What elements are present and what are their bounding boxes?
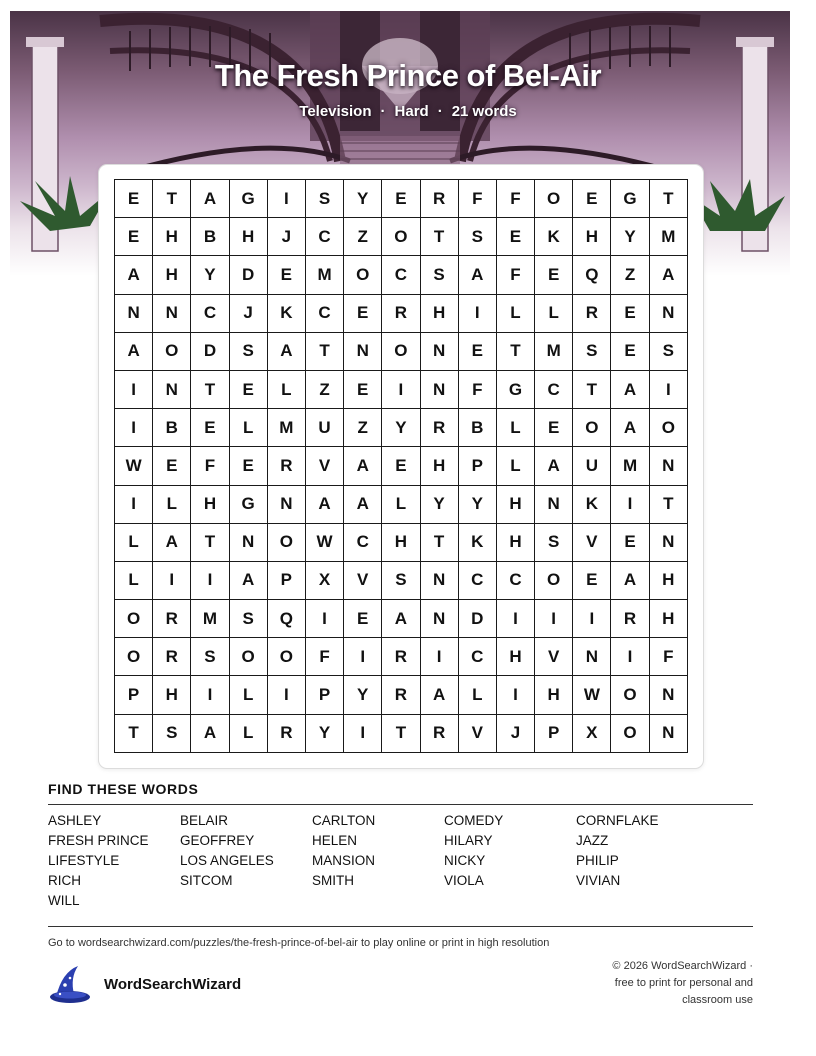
grid-cell[interactable]: K: [267, 294, 305, 332]
grid-cell[interactable]: E: [611, 332, 649, 370]
grid-cell[interactable]: I: [267, 676, 305, 714]
grid-cell[interactable]: F: [496, 256, 534, 294]
grid-cell[interactable]: R: [420, 180, 458, 218]
grid-cell[interactable]: E: [573, 561, 611, 599]
grid-cell[interactable]: A: [611, 370, 649, 408]
grid-cell[interactable]: A: [611, 409, 649, 447]
grid-cell[interactable]: M: [535, 332, 573, 370]
puzzle-meta: [0, 103, 816, 120]
word-list-item: LOS ANGELES: [180, 853, 274, 868]
grid-cell[interactable]: I: [420, 638, 458, 676]
grid-row: [115, 638, 688, 676]
grid-cell[interactable]: P: [458, 447, 496, 485]
grid-cell[interactable]: N: [267, 485, 305, 523]
grid-cell[interactable]: S: [153, 714, 191, 752]
grid-cell[interactable]: V: [535, 638, 573, 676]
wizard-hat-icon: [48, 964, 92, 1004]
grid-cell[interactable]: F: [305, 638, 343, 676]
grid-cell[interactable]: O: [535, 180, 573, 218]
word-list-item: HILARY: [444, 833, 493, 848]
grid-cell[interactable]: M: [191, 600, 229, 638]
grid-cell[interactable]: T: [649, 180, 687, 218]
grid-cell[interactable]: N: [420, 370, 458, 408]
grid-cell[interactable]: K: [458, 523, 496, 561]
grid-cell[interactable]: G: [229, 485, 267, 523]
grid-cell[interactable]: D: [229, 256, 267, 294]
grid-row: [115, 332, 688, 370]
grid-cell[interactable]: N: [649, 523, 687, 561]
grid-cell[interactable]: I: [496, 600, 534, 638]
grid-cell[interactable]: C: [305, 294, 343, 332]
grid-row: [115, 600, 688, 638]
grid-cell[interactable]: E: [382, 180, 420, 218]
grid-cell[interactable]: L: [382, 485, 420, 523]
grid-cell[interactable]: J: [229, 294, 267, 332]
grid-row: [115, 218, 688, 256]
grid-cell[interactable]: E: [611, 523, 649, 561]
grid-cell[interactable]: N: [344, 332, 382, 370]
grid-cell[interactable]: F: [191, 447, 229, 485]
grid-cell[interactable]: L: [115, 561, 153, 599]
grid-cell[interactable]: R: [382, 294, 420, 332]
grid-cell[interactable]: L: [496, 409, 534, 447]
grid-cell[interactable]: H: [420, 294, 458, 332]
grid-cell[interactable]: C: [382, 256, 420, 294]
grid-cell[interactable]: N: [649, 714, 687, 752]
grid-row: [115, 523, 688, 561]
grid-cell[interactable]: A: [229, 561, 267, 599]
grid-cell[interactable]: K: [535, 218, 573, 256]
grid-cell[interactable]: E: [382, 447, 420, 485]
grid-cell[interactable]: S: [382, 561, 420, 599]
grid-cell[interactable]: E: [153, 447, 191, 485]
grid-row: [115, 714, 688, 752]
word-count-label: 21 words: [451, 103, 517, 120]
grid-cell[interactable]: Y: [344, 676, 382, 714]
grid-cell[interactable]: I: [115, 485, 153, 523]
grid-cell[interactable]: O: [115, 600, 153, 638]
grid-cell[interactable]: S: [649, 332, 687, 370]
grid-cell[interactable]: O: [344, 256, 382, 294]
grid-cell[interactable]: A: [458, 256, 496, 294]
grid-cell[interactable]: R: [153, 600, 191, 638]
grid-cell[interactable]: E: [458, 332, 496, 370]
letter-grid: [114, 179, 688, 753]
grid-cell[interactable]: P: [305, 676, 343, 714]
grid-cell[interactable]: T: [153, 180, 191, 218]
grid-cell[interactable]: C: [191, 294, 229, 332]
grid-row: [115, 485, 688, 523]
grid-cell[interactable]: A: [382, 600, 420, 638]
grid-cell[interactable]: N: [573, 638, 611, 676]
grid-cell[interactable]: H: [191, 485, 229, 523]
grid-cell[interactable]: N: [420, 332, 458, 370]
word-list-item: BELAIR: [180, 813, 229, 828]
copyright-line: classroom use: [682, 994, 753, 1006]
grid-cell[interactable]: I: [115, 370, 153, 408]
grid-cell[interactable]: N: [649, 294, 687, 332]
grid-cell[interactable]: E: [229, 447, 267, 485]
grid-row: [115, 409, 688, 447]
grid-cell[interactable]: G: [229, 180, 267, 218]
grid-cell[interactable]: R: [267, 447, 305, 485]
category-label: Television: [299, 103, 372, 120]
grid-row: [115, 294, 688, 332]
grid-cell[interactable]: I: [458, 294, 496, 332]
grid-cell[interactable]: A: [153, 523, 191, 561]
grid-cell[interactable]: I: [496, 676, 534, 714]
grid-cell[interactable]: M: [267, 409, 305, 447]
grid-cell[interactable]: S: [229, 600, 267, 638]
grid-cell[interactable]: I: [305, 600, 343, 638]
word-list-item: CORNFLAKE: [576, 813, 659, 828]
puzzle-url-text: Go to wordsearchwizard.com/puzzles/the-fresh-prince-of-bel-air to play online or print in high resolution: [48, 937, 550, 949]
grid-cell[interactable]: C: [496, 561, 534, 599]
grid-cell[interactable]: E: [229, 370, 267, 408]
grid-cell[interactable]: I: [382, 370, 420, 408]
grid-cell[interactable]: P: [267, 561, 305, 599]
word-list-item: HELEN: [312, 833, 358, 848]
grid-cell[interactable]: I: [191, 676, 229, 714]
grid-cell[interactable]: I: [573, 600, 611, 638]
grid-cell[interactable]: A: [115, 256, 153, 294]
grid-cell[interactable]: H: [496, 485, 534, 523]
grid-cell[interactable]: I: [115, 409, 153, 447]
grid-cell[interactable]: N: [535, 485, 573, 523]
grid-cell[interactable]: H: [496, 638, 534, 676]
grid-cell[interactable]: R: [382, 638, 420, 676]
grid-cell[interactable]: C: [458, 561, 496, 599]
grid-cell[interactable]: T: [191, 370, 229, 408]
grid-cell[interactable]: A: [611, 561, 649, 599]
grid-cell[interactable]: O: [611, 676, 649, 714]
grid-cell[interactable]: E: [267, 256, 305, 294]
grid-cell[interactable]: H: [229, 218, 267, 256]
grid-cell[interactable]: L: [496, 294, 534, 332]
grid-cell[interactable]: A: [267, 332, 305, 370]
grid-cell[interactable]: R: [573, 294, 611, 332]
grid-cell[interactable]: N: [649, 447, 687, 485]
grid-cell[interactable]: I: [611, 638, 649, 676]
grid-cell[interactable]: E: [535, 256, 573, 294]
grid-cell[interactable]: R: [611, 600, 649, 638]
separator-dot: ·: [380, 103, 386, 120]
grid-cell[interactable]: S: [229, 332, 267, 370]
grid-cell[interactable]: Y: [611, 218, 649, 256]
word-list-item: FRESH PRINCE: [48, 833, 149, 848]
grid-cell[interactable]: Y: [420, 485, 458, 523]
grid-cell[interactable]: V: [458, 714, 496, 752]
grid-cell[interactable]: N: [153, 294, 191, 332]
grid-cell[interactable]: O: [115, 638, 153, 676]
grid-cell[interactable]: H: [382, 523, 420, 561]
grid-cell[interactable]: O: [611, 714, 649, 752]
grid-cell[interactable]: S: [191, 638, 229, 676]
word-list-item: LIFESTYLE: [48, 853, 120, 868]
grid-cell[interactable]: E: [344, 600, 382, 638]
word-list-item: GEOFFREY: [180, 833, 255, 848]
grid-cell[interactable]: O: [382, 218, 420, 256]
grid-cell[interactable]: T: [420, 218, 458, 256]
grid-cell[interactable]: P: [115, 676, 153, 714]
grid-cell[interactable]: N: [420, 600, 458, 638]
grid-cell[interactable]: H: [573, 218, 611, 256]
divider: [48, 804, 753, 805]
grid-cell[interactable]: E: [191, 409, 229, 447]
grid-cell[interactable]: I: [153, 561, 191, 599]
grid-cell[interactable]: M: [611, 447, 649, 485]
word-list-item: COMEDY: [444, 813, 504, 828]
grid-cell[interactable]: G: [496, 370, 534, 408]
grid-cell[interactable]: H: [649, 600, 687, 638]
grid-cell[interactable]: A: [305, 485, 343, 523]
grid-cell[interactable]: I: [344, 638, 382, 676]
grid-cell[interactable]: H: [420, 447, 458, 485]
grid-cell[interactable]: O: [535, 561, 573, 599]
grid-cell[interactable]: R: [382, 676, 420, 714]
word-list-item: RICH: [48, 873, 81, 888]
grid-cell[interactable]: R: [420, 409, 458, 447]
grid-cell[interactable]: E: [573, 180, 611, 218]
grid-cell[interactable]: R: [420, 714, 458, 752]
grid-cell[interactable]: O: [153, 332, 191, 370]
word-list-item: WILL: [48, 893, 80, 908]
grid-cell[interactable]: T: [420, 523, 458, 561]
grid-cell[interactable]: U: [573, 447, 611, 485]
grid-cell[interactable]: F: [649, 638, 687, 676]
grid-cell[interactable]: H: [496, 523, 534, 561]
grid-cell[interactable]: J: [267, 218, 305, 256]
grid-cell[interactable]: H: [535, 676, 573, 714]
grid-cell[interactable]: Q: [573, 256, 611, 294]
grid-cell[interactable]: A: [344, 447, 382, 485]
grid-cell[interactable]: L: [458, 676, 496, 714]
brand[interactable]: [48, 964, 241, 1004]
word-list-item: CARLTON: [312, 813, 376, 828]
grid-cell[interactable]: P: [535, 714, 573, 752]
grid-cell[interactable]: Y: [191, 256, 229, 294]
grid-cell[interactable]: I: [267, 180, 305, 218]
separator-dot: ·: [437, 103, 443, 120]
grid-cell[interactable]: H: [153, 256, 191, 294]
grid-cell[interactable]: Z: [344, 409, 382, 447]
grid-cell[interactable]: I: [535, 600, 573, 638]
grid-cell[interactable]: Z: [344, 218, 382, 256]
grid-cell[interactable]: O: [267, 638, 305, 676]
grid-cell[interactable]: H: [649, 561, 687, 599]
grid-cell[interactable]: A: [649, 256, 687, 294]
grid-cell[interactable]: V: [344, 561, 382, 599]
grid-cell[interactable]: I: [649, 370, 687, 408]
grid-cell[interactable]: A: [115, 332, 153, 370]
grid-cell[interactable]: E: [611, 294, 649, 332]
grid-cell[interactable]: V: [305, 447, 343, 485]
grid-cell[interactable]: O: [573, 409, 611, 447]
word-list-item: NICKY: [444, 853, 486, 868]
grid-cell[interactable]: O: [382, 332, 420, 370]
grid-cell[interactable]: T: [115, 714, 153, 752]
grid-cell[interactable]: X: [573, 714, 611, 752]
grid-cell[interactable]: O: [267, 523, 305, 561]
grid-cell[interactable]: K: [573, 485, 611, 523]
grid-row: [115, 180, 688, 218]
grid-cell[interactable]: A: [191, 180, 229, 218]
grid-cell[interactable]: B: [191, 218, 229, 256]
grid-cell[interactable]: I: [344, 714, 382, 752]
grid-cell[interactable]: R: [153, 638, 191, 676]
grid-cell[interactable]: A: [191, 714, 229, 752]
grid-cell[interactable]: H: [153, 218, 191, 256]
word-list-item: SMITH: [312, 873, 354, 888]
grid-cell[interactable]: C: [344, 523, 382, 561]
grid-cell[interactable]: L: [496, 447, 534, 485]
word-list-item: JAZZ: [576, 833, 609, 848]
grid-cell[interactable]: Y: [382, 409, 420, 447]
grid-cell[interactable]: W: [115, 447, 153, 485]
word-list-item: SITCOM: [180, 873, 233, 888]
grid-cell[interactable]: A: [535, 447, 573, 485]
grid-cell[interactable]: V: [573, 523, 611, 561]
grid-cell[interactable]: G: [611, 180, 649, 218]
grid-cell[interactable]: E: [115, 180, 153, 218]
grid-cell[interactable]: B: [458, 409, 496, 447]
grid-cell[interactable]: L: [267, 370, 305, 408]
grid-cell[interactable]: L: [115, 523, 153, 561]
puzzle-title: The Fresh Prince of Bel-Air: [214, 58, 602, 93]
grid-cell[interactable]: T: [496, 332, 534, 370]
grid-cell[interactable]: I: [191, 561, 229, 599]
grid-cell[interactable]: Z: [611, 256, 649, 294]
grid-cell[interactable]: T: [191, 523, 229, 561]
difficulty-label: Hard: [394, 103, 429, 120]
grid-cell[interactable]: D: [458, 600, 496, 638]
grid-cell[interactable]: O: [649, 409, 687, 447]
grid-cell[interactable]: R: [267, 714, 305, 752]
grid-cell[interactable]: C: [535, 370, 573, 408]
grid-cell[interactable]: T: [573, 370, 611, 408]
grid-cell[interactable]: A: [344, 485, 382, 523]
word-list-item: MANSION: [312, 853, 376, 868]
grid-cell[interactable]: Y: [344, 180, 382, 218]
grid-cell[interactable]: N: [115, 294, 153, 332]
grid-cell[interactable]: F: [458, 180, 496, 218]
grid-cell[interactable]: T: [382, 714, 420, 752]
grid-cell[interactable]: Y: [458, 485, 496, 523]
grid-cell[interactable]: H: [153, 676, 191, 714]
grid-row: [115, 447, 688, 485]
grid-cell[interactable]: N: [153, 370, 191, 408]
grid-cell[interactable]: M: [649, 218, 687, 256]
grid-cell[interactable]: O: [229, 638, 267, 676]
grid-cell[interactable]: L: [229, 714, 267, 752]
brand-name: WordSearchWizard: [104, 975, 242, 993]
word-list-item: PHILIP: [576, 853, 619, 868]
grid-cell[interactable]: L: [535, 294, 573, 332]
grid-cell[interactable]: M: [305, 256, 343, 294]
grid-cell[interactable]: F: [496, 180, 534, 218]
grid-cell[interactable]: F: [458, 370, 496, 408]
grid-cell[interactable]: B: [153, 409, 191, 447]
copyright-line: © 2026 WordSearchWizard ·: [612, 960, 753, 972]
grid-cell[interactable]: N: [649, 676, 687, 714]
word-list-heading: FIND THESE WORDS: [48, 781, 199, 797]
grid-cell[interactable]: J: [496, 714, 534, 752]
grid-cell[interactable]: W: [573, 676, 611, 714]
grid-cell[interactable]: W: [305, 523, 343, 561]
grid-cell[interactable]: L: [229, 676, 267, 714]
grid-row: [115, 676, 688, 714]
grid-cell[interactable]: N: [420, 561, 458, 599]
grid-cell[interactable]: C: [458, 638, 496, 676]
grid-cell[interactable]: C: [305, 218, 343, 256]
grid-cell[interactable]: S: [458, 218, 496, 256]
grid-cell[interactable]: E: [496, 218, 534, 256]
grid-cell[interactable]: S: [573, 332, 611, 370]
copyright-line: free to print for personal and: [614, 977, 753, 989]
grid-cell[interactable]: E: [115, 218, 153, 256]
grid-cell[interactable]: E: [535, 409, 573, 447]
grid-cell[interactable]: S: [305, 180, 343, 218]
grid-cell[interactable]: S: [420, 256, 458, 294]
grid-cell[interactable]: Y: [305, 714, 343, 752]
grid-cell[interactable]: U: [305, 409, 343, 447]
grid-cell[interactable]: T: [305, 332, 343, 370]
grid-cell[interactable]: I: [611, 485, 649, 523]
grid-cell[interactable]: Q: [267, 600, 305, 638]
grid-cell[interactable]: S: [535, 523, 573, 561]
word-list-item: VIOLA: [444, 873, 484, 888]
grid-cell[interactable]: D: [191, 332, 229, 370]
word-list-item: ASHLEY: [48, 813, 102, 828]
grid-cell[interactable]: E: [344, 370, 382, 408]
grid-row: [115, 561, 688, 599]
grid-row: [115, 370, 688, 408]
grid-cell[interactable]: A: [420, 676, 458, 714]
copyright-notice: [533, 958, 753, 1009]
grid-cell[interactable]: N: [229, 523, 267, 561]
word-list-item: VIVIAN: [576, 873, 621, 888]
grid-cell[interactable]: L: [153, 485, 191, 523]
word-list: [48, 814, 753, 914]
grid-cell[interactable]: E: [344, 294, 382, 332]
divider: [48, 926, 753, 927]
grid-cell[interactable]: X: [305, 561, 343, 599]
grid-cell[interactable]: T: [649, 485, 687, 523]
grid-row: [115, 256, 688, 294]
grid-cell[interactable]: L: [229, 409, 267, 447]
grid-cell[interactable]: Z: [305, 370, 343, 408]
